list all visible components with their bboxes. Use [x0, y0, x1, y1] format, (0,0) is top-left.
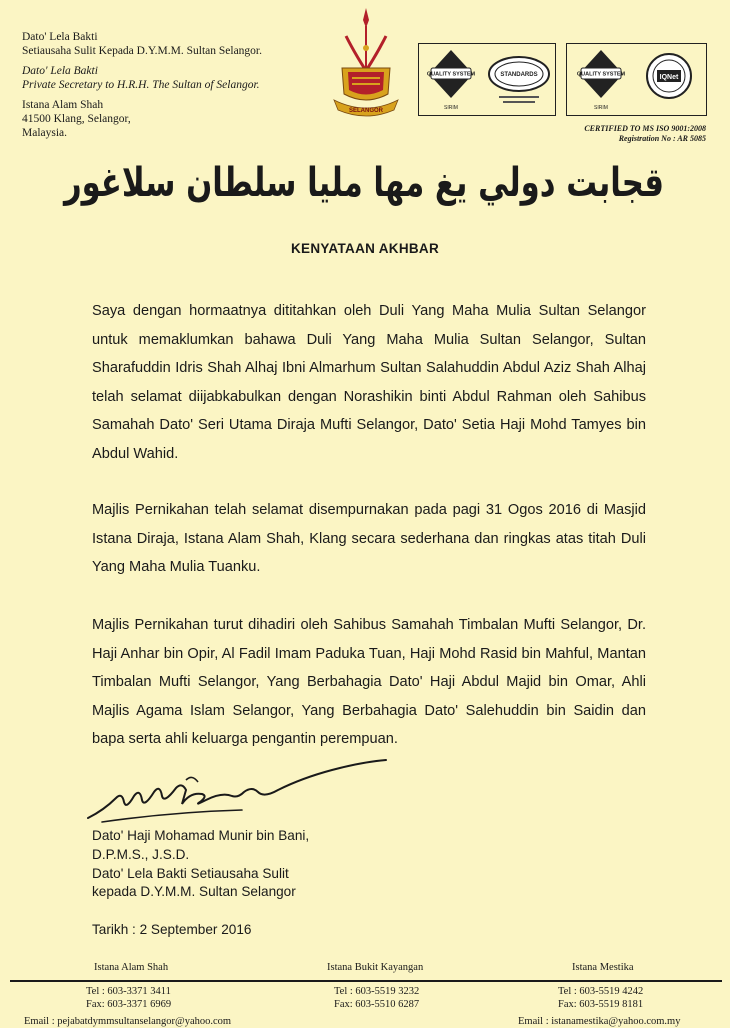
standards-badge-icon: [489, 57, 549, 103]
footer-divider: [10, 980, 722, 982]
badge-label-1: QUALITY SYSTEM: [426, 71, 476, 78]
certified-line: CERTIFIED TO MS ISO 9001:2008: [584, 124, 706, 133]
registration-line: Registration No : AR 5085: [618, 134, 706, 143]
office-contact-1: [86, 986, 171, 1011]
certification-box-right: [566, 43, 707, 116]
address-line-1: Istana Alam Shah: [22, 99, 104, 111]
sender-position-en: Private Secretary to H.R.H. The Sultan of Selangor.: [22, 79, 260, 91]
signatory-title: Dato' Lela Bakti Setiausaha Sulit: [92, 865, 289, 881]
iqnet-badge-icon: [647, 54, 691, 98]
office-tel-3: Tel : 603-5519 4242: [558, 986, 644, 997]
sender-position: Setiausaha Sulit Kepada D.Y.M.M. Sultan Selangor.: [22, 45, 262, 57]
document-title: KENYATAAN AKHBAR: [290, 241, 440, 256]
email-right: Email : istanamestika@yahoo.com.my: [518, 1016, 681, 1027]
certification-box-left: [418, 43, 556, 116]
sender-title-en: Dato' Lela Bakti: [22, 65, 98, 77]
badge-label-2: STANDARDS: [500, 72, 538, 78]
quality-system-badge-icon: [577, 50, 626, 111]
paragraph-3: Majlis Pernikahan turut dihadiri oleh Sahibus Samahah Timbalan Mufti Selangor, Dr. Haji Anhar bin Opir, Al Fadil Imam Paduka Tuan, Haji Mohd Rasid bin Mahful, Mantan Timbalan Mufti Selangor, Yang Berbahagia Dato' Haji Abdul Majid bin Omar, Ahli Majlis Agama Islam Selangor, Yang Berbahagia Dato' Salehuddin bin Saidin dan bapa serta ahli keluarga pengantin perempuan.: [92, 617, 646, 747]
paragraph-1: Saya dengan hormaatnya dititahkan oleh Duli Yang Maha Mulia Sultan Selangor untuk memaklumkan bahawa Duli Yang Maha Mulia Sultan Selangor, Sultan Sharafuddin Idris Shah Alhaj Ibni Almarhum Sultan Salahuddin Abdul Aziz Shah Alhaj telah selamat diijabkabulkan dengan Norashikin binti Abdul Rahman oleh Sahibus Samahah Dato' Seri Utama Diraja Mufti Selangor, Dato' Setia Haji Mohd Tamyes bin Abdul Wahid.: [92, 303, 646, 462]
address-line-2: 41500 Klang, Selangor,: [22, 113, 131, 125]
office-name-2: Istana Bukit Kayangan: [327, 962, 424, 973]
office-fax-1: Fax: 603-3371 6969: [86, 998, 172, 1010]
badge-sirim-1: SIRIM: [444, 105, 458, 111]
jawi-title-text: قجابت دولي يغ مها مليا سلطان سلاغور: [62, 160, 665, 206]
selangor-crest-icon: [328, 6, 404, 122]
office-tel-1: Tel : 603-3371 3411: [86, 986, 171, 997]
office-name-1: Istana Alam Shah: [94, 962, 169, 973]
footer-office-names: [0, 962, 730, 976]
document-date: Tarikh : 2 September 2016: [92, 922, 252, 937]
office-contact-2: [334, 986, 419, 1011]
signatory-honours: D.P.M.S., J.S.D.: [92, 846, 190, 862]
office-tel-2: Tel : 603-5519 3232: [334, 986, 420, 997]
address-line-3: Malaysia.: [22, 127, 68, 139]
office-fax-2: Fax: 603-5510 6287: [334, 998, 420, 1010]
crest-label: SELANGOR: [348, 108, 384, 114]
badge-label-4: IQNet: [659, 74, 679, 81]
office-name-3: Istana Mestika: [572, 962, 634, 973]
badge-label-3: QUALITY SYSTEM: [576, 71, 626, 78]
office-fax-3: Fax: 603-5519 8181: [558, 998, 644, 1010]
office-contact-3: [558, 986, 643, 1011]
signatory-name: Dato' Haji Mohamad Munir bin Bani,: [92, 828, 310, 843]
paragraph-2: Majlis Pernikahan telah selamat disempurnakan pada pagi 31 Ogos 2016 di Masjid Istana Diraja, Istana Alam Shah, Klang secara sederhana dan ringkas atas titah Duli Yang Maha Mulia Tuanku.: [92, 502, 646, 575]
handwritten-signature: [82, 752, 402, 830]
email-left: Email : pejabatdymmsultanselangor@yahoo.com: [24, 1016, 232, 1027]
jawi-calligraphy-heading: [52, 138, 676, 220]
signatory-position: kepada D.Y.M.M. Sultan Selangor: [92, 884, 296, 900]
badge-sirim-2: SIRIM: [594, 105, 608, 111]
sender-block: [22, 30, 322, 140]
quality-system-badge-icon: [427, 50, 476, 111]
sender-title: Dato' Lela Bakti: [22, 31, 98, 43]
signatory-block: [92, 827, 492, 902]
